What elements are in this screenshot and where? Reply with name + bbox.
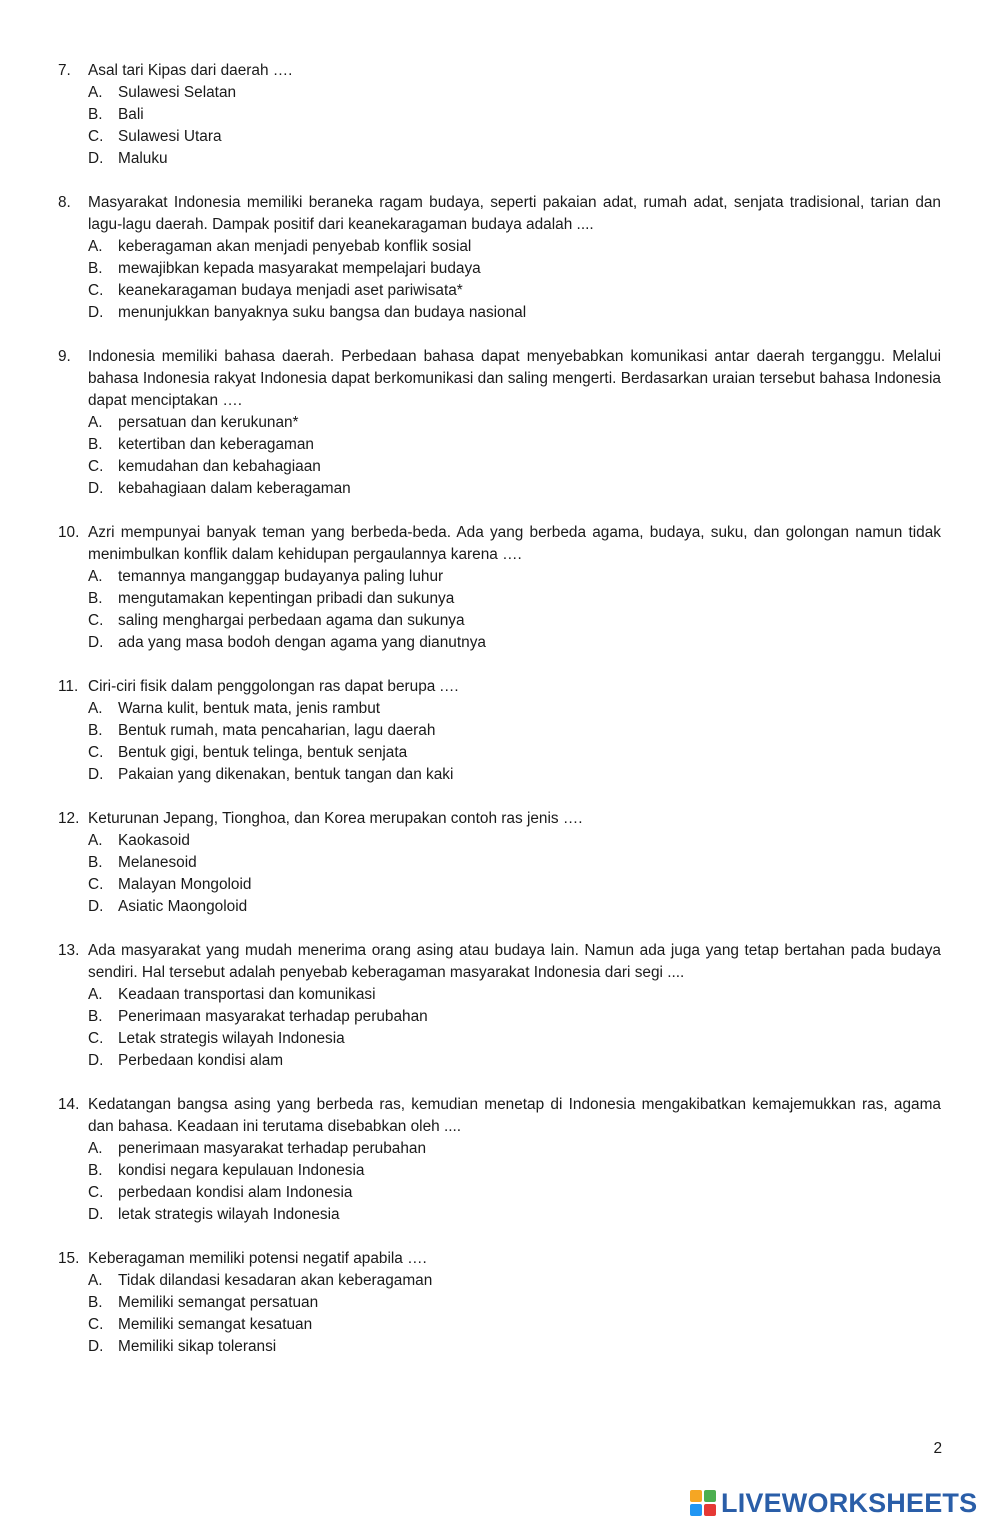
option-letter: A. xyxy=(88,832,103,849)
question-stem xyxy=(58,940,941,984)
answer-option[interactable] xyxy=(88,434,941,456)
answer-option[interactable] xyxy=(88,1292,941,1314)
logo-tile xyxy=(690,1504,702,1516)
question-text: Ciri-ciri fisik dalam penggolongan ras dapat berupa .… xyxy=(88,678,460,695)
option-text: menunjukkan banyaknya suku bangsa dan budaya nasional xyxy=(118,304,527,321)
option-text: Malayan Mongoloid xyxy=(118,876,252,893)
question-number: 10. xyxy=(58,524,80,541)
answer-options xyxy=(88,412,941,500)
option-text: Keadaan transportasi dan komunikasi xyxy=(118,986,376,1003)
option-text: Sulawesi Selatan xyxy=(118,84,237,101)
option-text: penerimaan masyarakat terhadap perubahan xyxy=(118,1140,427,1157)
option-text: Penerimaan masyarakat terhadap perubahan xyxy=(118,1008,428,1025)
answer-option[interactable] xyxy=(88,764,941,786)
answer-options xyxy=(88,1138,941,1226)
answer-option[interactable] xyxy=(88,1314,941,1336)
option-letter: C. xyxy=(88,612,104,629)
option-letter: C. xyxy=(88,1030,104,1047)
option-letter: B. xyxy=(88,1294,103,1311)
option-text: Bentuk rumah, mata pencaharian, lagu daerah xyxy=(118,722,436,739)
question xyxy=(58,346,941,500)
option-letter: D. xyxy=(88,1338,104,1355)
option-letter: B. xyxy=(88,1162,103,1179)
option-letter: D. xyxy=(88,480,104,497)
answer-option[interactable] xyxy=(88,236,941,258)
option-text: mengutamakan kepentingan pribadi dan sukunya xyxy=(118,590,455,607)
option-letter: A. xyxy=(88,238,103,255)
answer-option[interactable] xyxy=(88,720,941,742)
question-text: Masyarakat Indonesia memiliki beraneka ragam budaya, seperti pakaian adat, rumah adat, senjata tradisional, tarian dan lagu-lagu daerah. Dampak positif dari keanekaragaman budaya adalah .... xyxy=(88,194,941,233)
option-text: keanekaragaman budaya menjadi aset pariwisata* xyxy=(118,282,463,299)
option-letter: A. xyxy=(88,986,103,1003)
option-letter: B. xyxy=(88,722,103,739)
question-number: 12. xyxy=(58,810,80,827)
option-text: ada yang masa bodoh dengan agama yang dianutnya xyxy=(118,634,486,651)
answer-options xyxy=(88,566,941,654)
option-letter: C. xyxy=(88,282,104,299)
question-text: Ada masyarakat yang mudah menerima orang asing atau budaya lain. Namun ada juga yang tetap bertahan pada budaya sendiri. Hal tersebut adalah penyebab keberagaman masyarakat Indonesia dari segi .... xyxy=(88,942,941,981)
question xyxy=(58,192,941,324)
answer-option[interactable] xyxy=(88,478,941,500)
option-letter: C. xyxy=(88,744,104,761)
answer-option[interactable] xyxy=(88,1182,941,1204)
answer-option[interactable] xyxy=(88,632,941,654)
answer-option[interactable] xyxy=(88,830,941,852)
option-letter: A. xyxy=(88,84,103,101)
question xyxy=(58,522,941,654)
answer-option[interactable] xyxy=(88,1050,941,1072)
answer-option[interactable] xyxy=(88,698,941,720)
option-letter: C. xyxy=(88,458,104,475)
question-stem xyxy=(58,808,941,830)
question-text: Keturunan Jepang, Tionghoa, dan Korea merupakan contoh ras jenis …. xyxy=(88,810,583,827)
question xyxy=(58,1248,941,1358)
answer-option[interactable] xyxy=(88,1270,941,1292)
answer-option[interactable] xyxy=(88,258,941,280)
option-letter: D. xyxy=(88,1206,104,1223)
answer-options xyxy=(88,830,941,918)
question-stem xyxy=(58,676,941,698)
option-letter: A. xyxy=(88,700,103,717)
option-letter: C. xyxy=(88,128,104,145)
question-number: 11. xyxy=(58,678,79,695)
option-text: kemudahan dan kebahagiaan xyxy=(118,458,321,475)
option-letter: B. xyxy=(88,1008,103,1025)
option-letter: D. xyxy=(88,898,104,915)
option-text: Kaokasoid xyxy=(118,832,190,849)
liveworksheets-logo-icon xyxy=(690,1490,716,1516)
question-text: Indonesia memiliki bahasa daerah. Perbedaan bahasa dapat menyebabkan komunikasi antar daerah terganggu. Melalui bahasa Indonesia rakyat Indonesia dapat berkomunikasi dan saling mengerti. Berdasarkan uraian tersebut bahasa Indonesia dapat menciptakan …. xyxy=(88,348,941,409)
option-text: letak strategis wilayah Indonesia xyxy=(118,1206,340,1223)
answer-option[interactable] xyxy=(88,148,941,170)
option-text: kebahagiaan dalam keberagaman xyxy=(118,480,351,497)
answer-option[interactable] xyxy=(88,82,941,104)
question-number: 7. xyxy=(58,62,71,79)
answer-option[interactable] xyxy=(88,302,941,324)
option-letter: D. xyxy=(88,766,104,783)
answer-option[interactable] xyxy=(88,984,941,1006)
question-text: Keberagaman memiliki potensi negatif apabila …. xyxy=(88,1250,427,1267)
option-text: Bali xyxy=(118,106,144,123)
logo-tile xyxy=(704,1490,716,1502)
option-letter: B. xyxy=(88,106,103,123)
answer-option[interactable] xyxy=(88,742,941,764)
answer-options xyxy=(88,984,941,1072)
question-stem xyxy=(58,1094,941,1138)
option-text: Memiliki semangat kesatuan xyxy=(118,1316,313,1333)
option-text: keberagaman akan menjadi penyebab konflik sosial xyxy=(118,238,472,255)
option-text: Memiliki semangat persatuan xyxy=(118,1294,319,1311)
question xyxy=(58,60,941,170)
option-letter: B. xyxy=(88,436,103,453)
option-text: Tidak dilandasi kesadaran akan keberagaman xyxy=(118,1272,433,1289)
answer-option[interactable] xyxy=(88,610,941,632)
option-letter: A. xyxy=(88,568,103,585)
question-text: Asal tari Kipas dari daerah …. xyxy=(88,62,293,79)
option-letter: D. xyxy=(88,304,104,321)
option-letter: D. xyxy=(88,150,104,167)
answer-options xyxy=(88,698,941,786)
question-stem xyxy=(58,522,941,566)
answer-option[interactable] xyxy=(88,104,941,126)
answer-option[interactable] xyxy=(88,1336,941,1358)
question-stem xyxy=(58,1248,941,1270)
option-text: Maluku xyxy=(118,150,168,167)
answer-option[interactable] xyxy=(88,1160,941,1182)
page-number: 2 xyxy=(933,1440,942,1457)
option-text: Warna kulit, bentuk mata, jenis rambut xyxy=(118,700,381,717)
option-letter: D. xyxy=(88,1052,104,1069)
liveworksheets-watermark[interactable] xyxy=(690,1488,977,1518)
option-text: ketertiban dan keberagaman xyxy=(118,436,314,453)
answer-option[interactable] xyxy=(88,126,941,148)
option-letter: B. xyxy=(88,590,103,607)
question-text: Azri mempunyai banyak teman yang berbeda-beda. Ada yang berbeda agama, budaya, suku, dan golongan namun tidak menimbulkan konflik dalam kehidupan pergaulannya karena …. xyxy=(88,524,941,563)
answer-option[interactable] xyxy=(88,1006,941,1028)
answer-option[interactable] xyxy=(88,1204,941,1226)
option-letter: B. xyxy=(88,854,103,871)
question-number: 8. xyxy=(58,194,71,211)
question xyxy=(58,676,941,786)
answer-option[interactable] xyxy=(88,852,941,874)
option-text: Melanesoid xyxy=(118,854,197,871)
question-number: 9. xyxy=(58,348,71,365)
answer-option[interactable] xyxy=(88,896,941,918)
brand-name: LIVEWORKSHEETS xyxy=(721,1488,978,1518)
question-number: 13. xyxy=(58,942,80,959)
answer-options xyxy=(88,1270,941,1358)
option-text: Bentuk gigi, bentuk telinga, bentuk senjata xyxy=(118,744,408,761)
question-stem xyxy=(58,346,941,412)
answer-options xyxy=(88,82,941,170)
option-letter: B. xyxy=(88,260,103,277)
option-text: persatuan dan kerukunan* xyxy=(118,414,299,431)
answer-option[interactable] xyxy=(88,566,941,588)
answer-option[interactable] xyxy=(88,874,941,896)
question-stem xyxy=(58,192,941,236)
option-text: perbedaan kondisi alam Indonesia xyxy=(118,1184,353,1201)
answer-option[interactable] xyxy=(88,1138,941,1160)
answer-option[interactable] xyxy=(88,280,941,302)
option-letter: A. xyxy=(88,1272,103,1289)
option-text: Memiliki sikap toleransi xyxy=(118,1338,277,1355)
answer-option[interactable] xyxy=(88,412,941,434)
option-text: Pakaian yang dikenakan, bentuk tangan dan kaki xyxy=(118,766,454,783)
option-text: Perbedaan kondisi alam xyxy=(118,1052,284,1069)
option-letter: A. xyxy=(88,414,103,431)
option-text: kondisi negara kepulauan Indonesia xyxy=(118,1162,365,1179)
question-text: Kedatangan bangsa asing yang berbeda ras, kemudian menetap di Indonesia mengakibatkan kemajemukkan ras, agama dan bahasa. Keadaan ini terutama disebabkan oleh .... xyxy=(88,1096,941,1135)
option-letter: A. xyxy=(88,1140,103,1157)
option-text: temannya manganggap budayanya paling luhur xyxy=(118,568,444,585)
answer-options xyxy=(88,236,941,324)
option-text: Sulawesi Utara xyxy=(118,128,222,145)
option-letter: C. xyxy=(88,1184,104,1201)
option-text: saling menghargai perbedaan agama dan sukunya xyxy=(118,612,465,629)
worksheet-body xyxy=(58,60,941,1380)
question-stem xyxy=(58,60,941,82)
question xyxy=(58,1094,941,1226)
question-number: 14. xyxy=(58,1096,80,1113)
option-text: mewajibkan kepada masyarakat mempelajari budaya xyxy=(118,260,481,277)
logo-tile xyxy=(690,1490,702,1502)
option-text: Asiatic Maongoloid xyxy=(118,898,248,915)
question xyxy=(58,940,941,1072)
option-letter: C. xyxy=(88,876,104,893)
answer-option[interactable] xyxy=(88,456,941,478)
question xyxy=(58,808,941,918)
question-number: 15. xyxy=(58,1250,80,1267)
answer-option[interactable] xyxy=(88,588,941,610)
option-text: Letak strategis wilayah Indonesia xyxy=(118,1030,345,1047)
option-letter: C. xyxy=(88,1316,104,1333)
logo-tile xyxy=(704,1504,716,1516)
option-letter: D. xyxy=(88,634,104,651)
answer-option[interactable] xyxy=(88,1028,941,1050)
